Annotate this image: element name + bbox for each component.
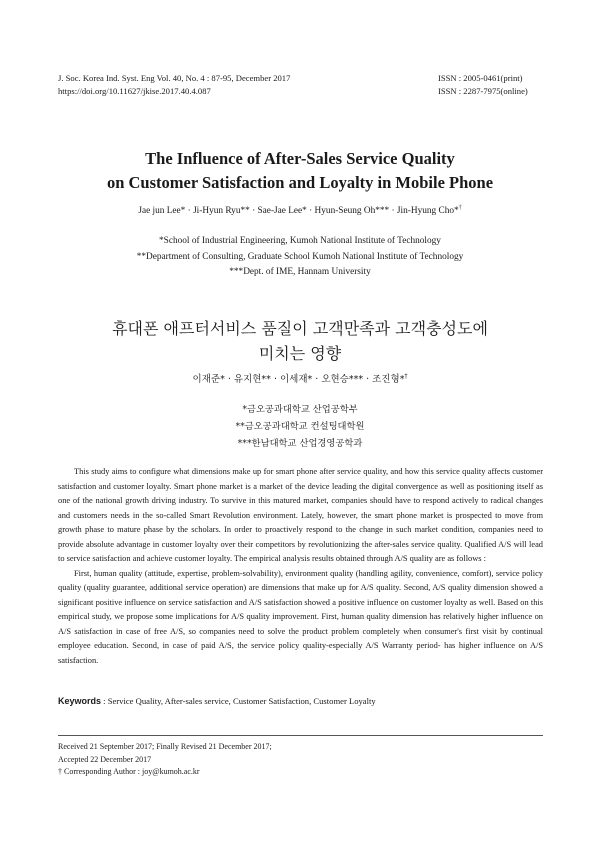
affiliation-ko-2: **금오공과대학교 컨설팅대학원 bbox=[235, 421, 365, 432]
affiliation-en-3: ***Dept. of IME, Hannam University bbox=[229, 267, 371, 277]
affiliation-en-2: **Department of Consulting, Graduate School Kumoh National Institute of Technology bbox=[136, 251, 464, 262]
keywords-label: Keywords bbox=[58, 696, 102, 706]
abstract-paragraph-1: This study aims to configure what dimensions make up for smart phone after service quality, and how this service quality affects customer satisfaction and customer loyalty. Smart phone market is a market of the device leading the digital convergence as well as positioning itself as one of the national growth driving industry. To survive in this matured market, companies should have to respond actively to radical changes and customers needs in the so-called Smart Revolution environment. Lately, however, the smart phone market is prospected to move from growth phase to mature phase by the scholars. In order to proactively respond to the change in such market condition, companies need to provide absolute advantage in customer loyalty over their competitors by revolutionizing the after-sales service quality. Qualified A/S will lead to service satisfaction and achieve customer loyalty. The empirical analysis results obtained through A/S quality are as follows : bbox=[58, 467, 543, 563]
korean-author-list: 이재준* · 유지현** · 이세재* · 오현승*** · 조진형* bbox=[192, 374, 405, 385]
accepted-date: Accepted 22 December 2017 bbox=[58, 754, 152, 764]
korean-title-line-2: 미치는 영향 bbox=[258, 344, 342, 363]
english-authors bbox=[0, 205, 600, 216]
abstract-paragraph-2: First, human quality (attitude, expertise, problem-solvability), environment quality (handling agility, convenience, comfort), service policy quality (quality guarantee, additional service operation) are dimensions that make up for A/S quality. Second, A/S quality dimension showed a significant positive influence on service satisfaction and A/S satisfaction showed a positive influence on customer loyalty as well. Based on this empirical study, we propose some implications for A/S quality improvement. First, human quality dimension has relatively higher influence on A/S satisfaction in case of free A/S, so companies need to solve the product problem completely when consumer's first visit by continual employee education. Second, in case of paid A/S, the service policy quality-especially A/S Warranty period- has higher influence on A/S satisfaction. bbox=[58, 568, 543, 665]
english-affiliations bbox=[0, 234, 600, 281]
keywords-separator: : bbox=[101, 696, 108, 706]
corresponding-author-email[interactable]: Corresponding Author : joy@kumoh.ac.kr bbox=[62, 767, 200, 777]
korean-title-line-1: 휴대폰 애프터서비스 품질이 고객만족과 고객충성도에 bbox=[112, 319, 488, 338]
received-date: Received 21 September 2017; Finally Revised 21 December 2017; bbox=[58, 742, 272, 751]
corresponding-author bbox=[58, 766, 543, 779]
footnotes bbox=[58, 741, 543, 779]
issn-block bbox=[438, 72, 528, 98]
korean-authors bbox=[0, 371, 600, 385]
keywords-text: Service Quality, After-sales service, Customer Satisfaction, Customer Loyalty bbox=[107, 696, 376, 706]
abstract bbox=[58, 465, 543, 668]
affiliation-en-1: *School of Industrial Engineering, Kumoh National Institute of Technology bbox=[159, 236, 441, 246]
english-title-line-1: The Influence of After-Sales Service Quality bbox=[145, 149, 455, 168]
journal-citation: J. Soc. Korea Ind. Syst. Eng Vol. 40, No. 4 : 87-95, December 2017 bbox=[58, 73, 291, 83]
issn-online: ISSN : 2287-7975(online) bbox=[438, 86, 528, 96]
corresponding-mark-ko: † bbox=[404, 372, 408, 380]
footnote-divider bbox=[58, 735, 543, 736]
korean-affiliations bbox=[0, 401, 600, 452]
english-title bbox=[0, 147, 600, 195]
doi-link[interactable]: https://doi.org/10.11627/jkise.2017.40.4.087 bbox=[58, 86, 211, 96]
issn-print: ISSN : 2005-0461(print) bbox=[438, 73, 523, 83]
korean-title bbox=[0, 316, 600, 366]
english-title-line-2: on Customer Satisfaction and Loyalty in Mobile Phone bbox=[106, 173, 494, 192]
affiliation-ko-1: *금오공과대학교 산업공학부 bbox=[242, 404, 358, 415]
dagger-mark: † bbox=[58, 767, 62, 777]
affiliation-ko-3: ***한남대학교 산업경영공학과 bbox=[237, 438, 363, 449]
citation-block bbox=[58, 72, 290, 98]
english-author-list: Jae jun Lee* · Ji-Hyun Ryu** · Sae-Jae Lee* · Hyun-Seung Oh*** · Jin-Hyung Cho* bbox=[138, 206, 459, 217]
keywords bbox=[58, 696, 543, 706]
corresponding-mark-en: † bbox=[458, 205, 462, 211]
